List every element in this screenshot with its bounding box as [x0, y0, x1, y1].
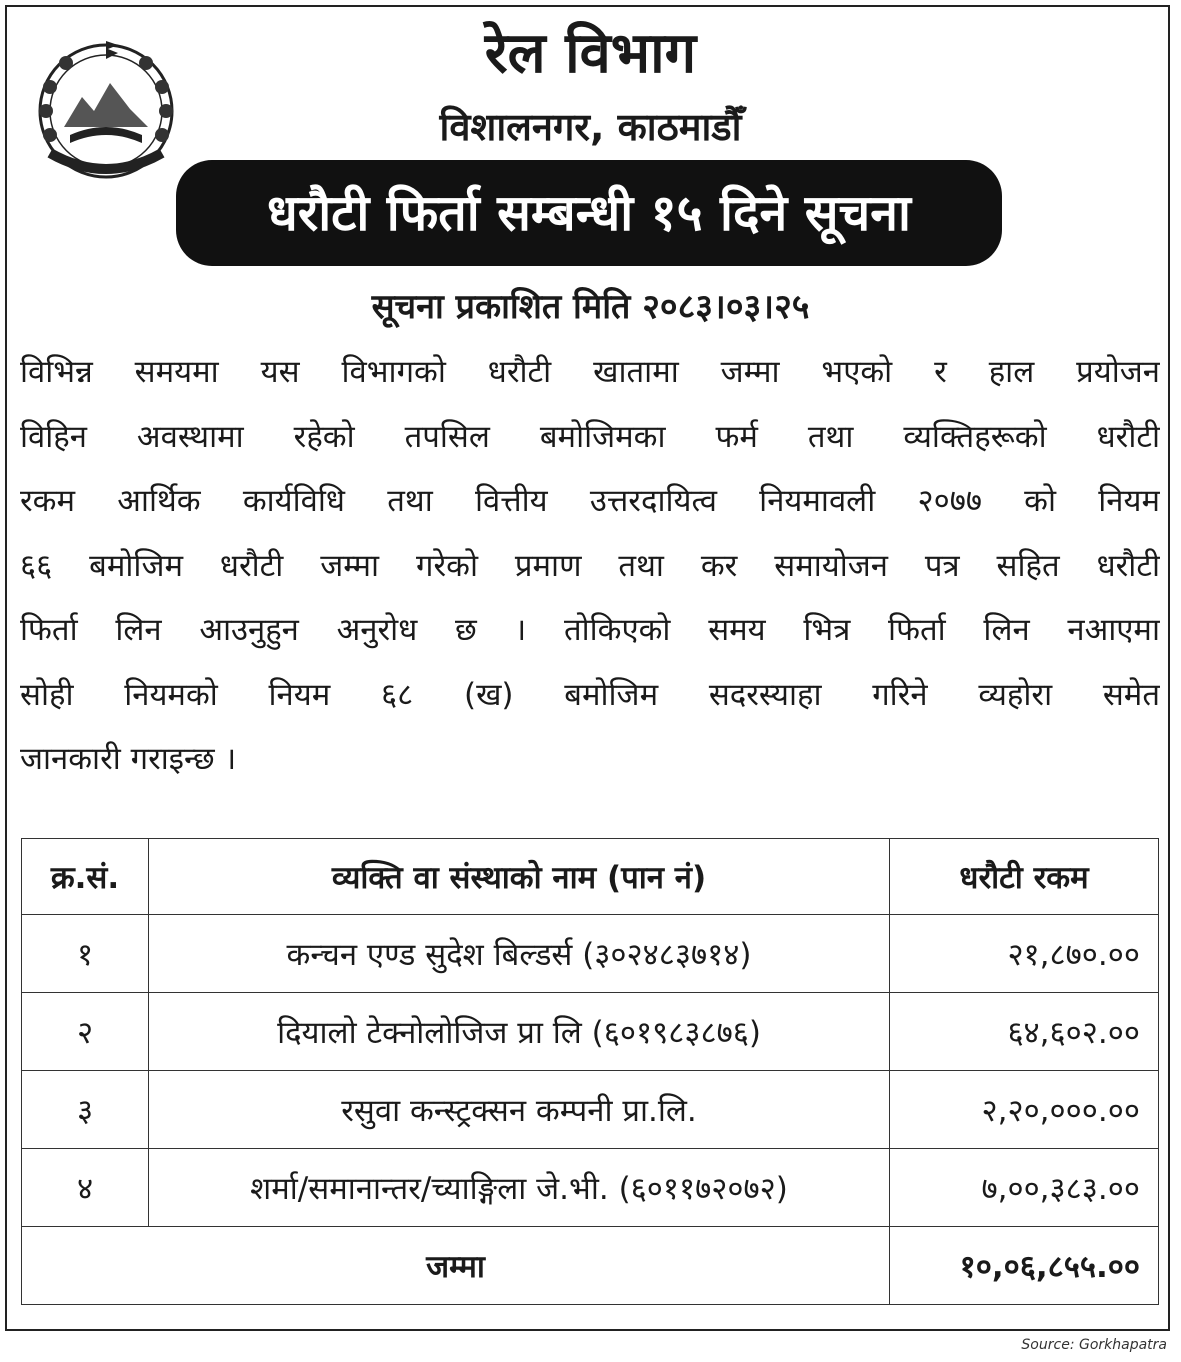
table-row [22, 993, 1159, 1071]
row-sn: ३ [22, 1071, 149, 1149]
row-sn: ४ [22, 1149, 149, 1227]
row-amount: ६४,६०२.०० [890, 993, 1159, 1071]
body-line: रकम आर्थिक कार्यविधि तथा वित्तीय उत्तरदायित्व नियमावली २०७७ को नियम [20, 483, 1160, 519]
body-line: फिर्ता लिन आउनुहुन अनुरोध छ । तोकिएको समय भित्र फिर्ता लिन नआएमा [20, 612, 1160, 648]
notice-title-banner: धरौटी फिर्ता सम्बन्धी १५ दिने सूचना [176, 160, 1002, 266]
row-name: कन्चन एण्ड सुदेश बिल्डर्स (३०२४८३७१४) [149, 915, 890, 993]
row-amount: ७,००,३८३.०० [890, 1149, 1159, 1227]
total-amount: १०,०६,८५५.०० [890, 1227, 1159, 1305]
table-row [22, 1071, 1159, 1149]
row-amount: २,२०,०००.०० [890, 1071, 1159, 1149]
published-date: सूचना प्रकाशित मिति २०८३।०३।२५ [371, 287, 810, 327]
row-name: रसुवा कन्स्ट्रक्सन कम्पनी प्रा.लि. [149, 1071, 890, 1149]
row-amount: २१,८७०.०० [890, 915, 1159, 993]
row-name: दियालो टेक्नोलोजिज प्रा लि (६०१९८३८७६) [149, 993, 890, 1071]
table-header-row [22, 839, 1159, 915]
table-row [22, 915, 1159, 993]
total-label: जम्मा [22, 1227, 890, 1305]
column-header-amount: धरौटी रकम [890, 839, 1159, 915]
body-line: सोही नियमको नियम ६८ (ख) बमोजिम सदरस्याहा गरिने व्यहोरा समेत [20, 676, 1160, 713]
column-header-sn: क्र.सं. [22, 839, 149, 915]
row-sn: १ [22, 915, 149, 993]
body-line: विहिन अवस्थामा रहेको तपसिल बमोजिमका फर्म तथा व्यक्तिहरूको धरौटी [20, 418, 1160, 455]
body-line: विभिन्न समयमा यस विभागको धरौटी खातामा जम्मा भएको र हाल प्रयोजन [20, 354, 1160, 390]
table-total-row [22, 1227, 1159, 1305]
row-sn: २ [22, 993, 149, 1071]
source-credit: Source: Gorkhapatra [1021, 1337, 1167, 1353]
body-line: ६६ बमोजिम धरौटी जम्मा गरेको प्रमाण तथा कर समायोजन पत्र सहित धरौटी [20, 547, 1160, 584]
column-header-name: व्यक्ति वा संस्थाको नाम (पान नं) [149, 839, 890, 915]
row-name: शर्मा/समानान्तर/च्याङ्गिला जे.भी. (६०११७२०७२) [149, 1149, 890, 1227]
department-name: रेल विभाग [484, 21, 697, 86]
department-location: विशालनगर, काठमाडौँ [439, 105, 742, 149]
deposit-table [21, 838, 1159, 1305]
notice-body [20, 340, 1160, 792]
table-row [22, 1149, 1159, 1227]
body-line: जानकारी गराइन्छ । [20, 741, 237, 777]
